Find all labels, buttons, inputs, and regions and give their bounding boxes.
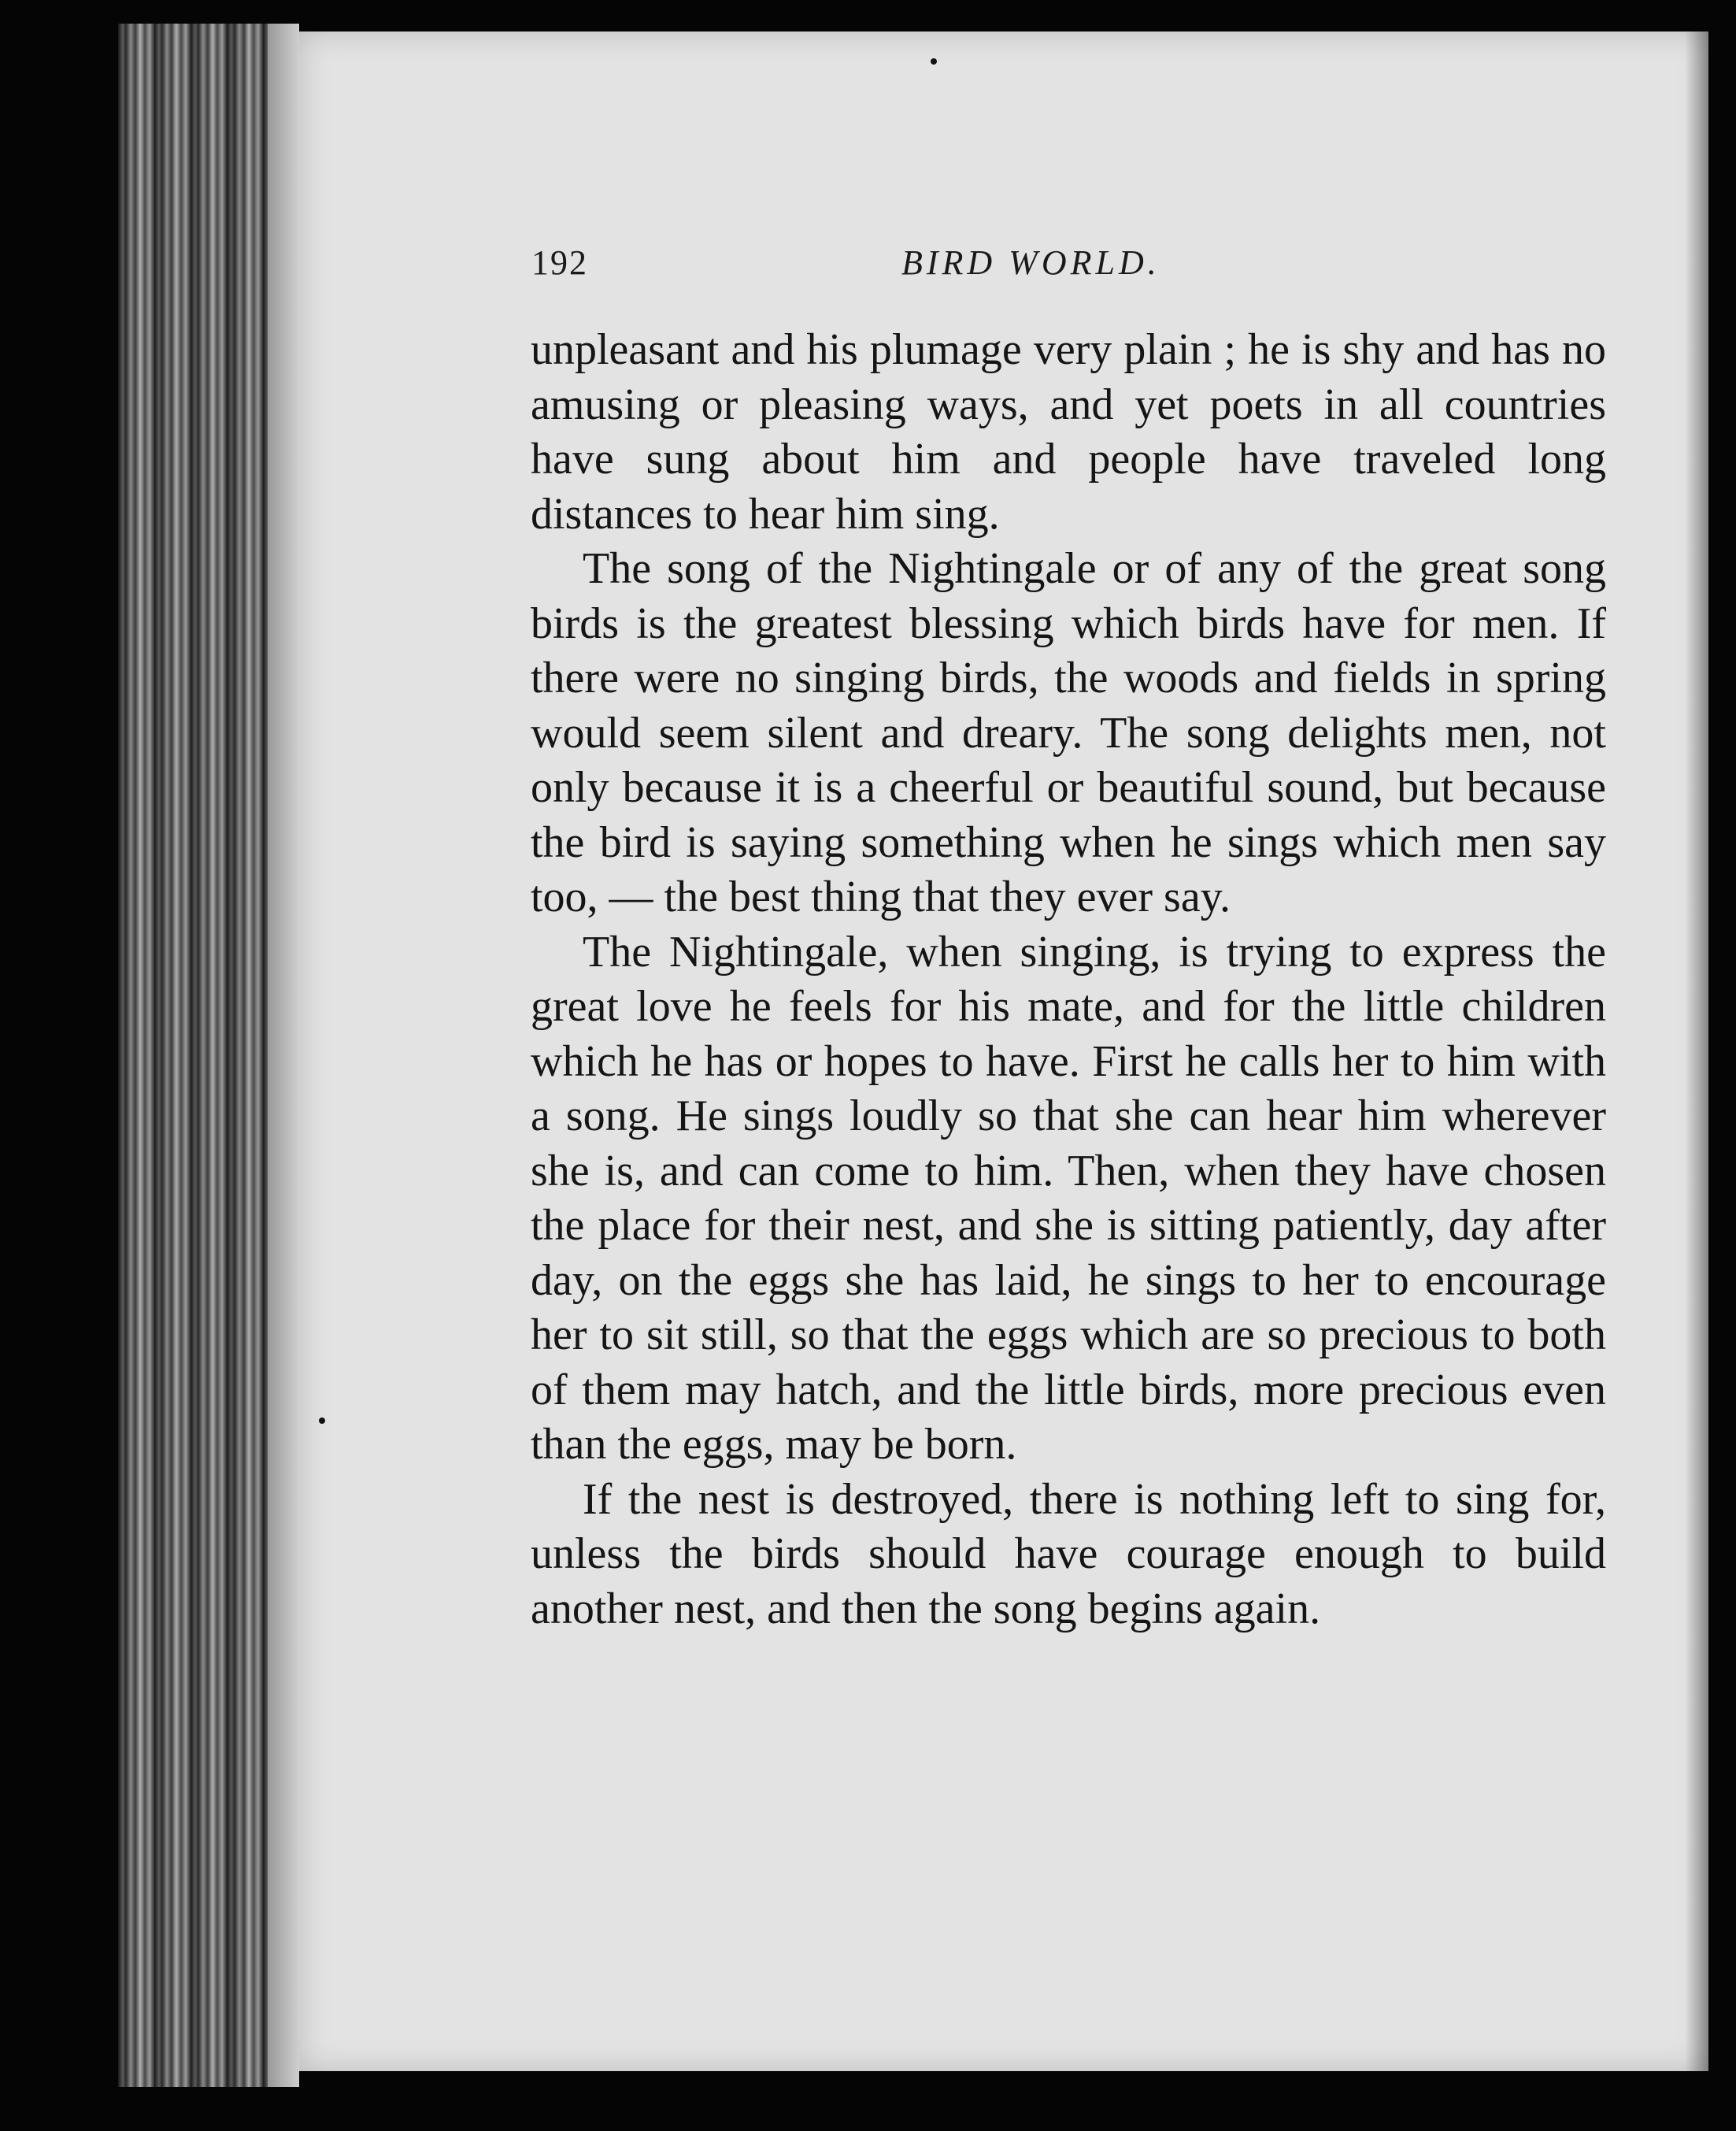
paragraph: The Nightingale, when singing, is trying to express the great love he feels for his mate, and for the little children which he has or hopes to have. First he calls her to him with a song. He sings loudly so that she can hear him wherever she is, and can come to him. Then, when they have chosen the place for their nest, and she is sitting patiently, day after day, on the eggs she has laid, he sings to her to encourage her to sit still, so that the eggs which are so precious to both of them may hatch, and the little birds, more precious even than the eggs, may be born. — [531, 927, 1606, 1469]
ink-speck — [931, 58, 937, 65]
paragraph: The song of the Nightingale or of any of the great song birds is the greatest blessing which birds have for men. If there were no singing birds, the woods and fields in spring would seem silent and dreary. The song delights men, not only because it is a cheerful or beautiful sound, but because the bird is saying something when he sings which men say too, — the best thing that they ever say. — [531, 544, 1606, 921]
page-number: 192 — [531, 243, 588, 282]
book-page-edges — [118, 24, 299, 2087]
paragraph: unpleasant and his plumage very plain ; he is shy and has no amusing or pleasing ways, and yet poets in all countries have sung about him and people have traveled long distances to hear him sing. — [531, 325, 1606, 539]
paragraph: If the nest is destroyed, there is nothing left to sing for, unless the birds should have courage enough to build another nest, and then the song begins again. — [531, 1474, 1606, 1633]
ink-speck — [319, 1418, 325, 1424]
running-head: BIRD WORLD. — [901, 243, 1160, 282]
body-text — [531, 323, 1606, 1636]
page-header — [531, 243, 1618, 298]
